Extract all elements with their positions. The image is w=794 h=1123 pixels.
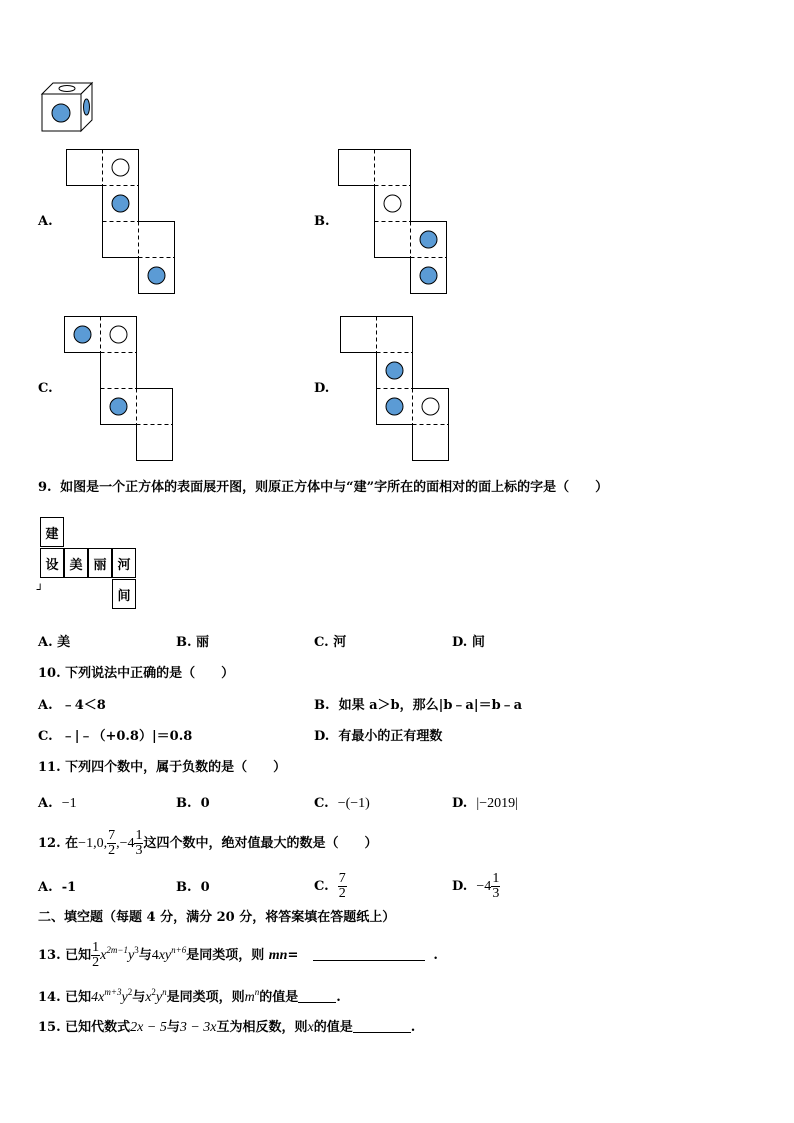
net-cell-he: 河	[112, 548, 136, 578]
q12-option-d[interactable]: D. −4 $\frac{1}{3}$	[452, 871, 500, 901]
q12-fraction-7-2: $\frac{7}{2}$	[108, 828, 116, 858]
q11-option-a[interactable]: A. −1	[38, 796, 77, 811]
q9-option-b[interactable]: B. 丽	[176, 635, 210, 650]
q9-number: 9.	[38, 480, 52, 495]
q11-question: 11. 下列四个数中，属于负数的是（ ）	[38, 760, 287, 775]
q12-option-c[interactable]: C. $\frac{7}{2}$	[314, 871, 346, 901]
section-title-fill-in: 二、填空题（每题 4 分，满分 20 分，将答案填在答题纸上）	[38, 910, 396, 925]
q8-option-a-net[interactable]	[60, 145, 180, 300]
q13-question: 13. 已知 $\frac{1}{2}$ $x^{2m-1}y^3$与$4xy^{n+6}$是同类项，则 mn= .	[38, 940, 438, 970]
q9-option-d[interactable]: D. 间	[452, 635, 485, 650]
q9-question	[38, 480, 608, 496]
q12-option-c-fraction: $\frac{7}{2}$	[338, 871, 346, 901]
q8-option-c-net[interactable]	[58, 312, 178, 467]
paragraph-mark: ᒧ	[36, 583, 42, 593]
q13-fraction-half: $\frac{1}{2}$	[92, 940, 100, 970]
q14-answer-blank[interactable]	[298, 990, 336, 1003]
q9-option-c[interactable]: C. 河	[314, 635, 347, 650]
q10-option-a[interactable]: A. ﹣4＜8	[38, 698, 106, 713]
net-cell-jian: 建	[40, 517, 64, 547]
q15-question: 15. 已知代数式2x − 5与3 − 3x互为相反数，则x的值是 .	[38, 1020, 416, 1035]
q8-option-a-label[interactable]: A.	[38, 214, 53, 229]
q8-option-b-label[interactable]: B.	[314, 214, 330, 229]
q11-option-b[interactable]: B. 0	[176, 796, 210, 811]
q12-option-a[interactable]: A. -1	[38, 880, 77, 895]
q10-question: 10. 下列说法中正确的是（ ）	[38, 666, 235, 681]
q8-option-b-net[interactable]	[332, 145, 452, 300]
q12-option-b[interactable]: B. 0	[176, 880, 210, 895]
net-cell-mei: 美	[64, 548, 88, 578]
q11-option-c[interactable]: C. −(−1)	[314, 796, 370, 811]
q9-net-figure	[40, 517, 140, 613]
net-cell-li: 丽	[88, 548, 112, 578]
q10-option-d[interactable]: D. 有最小的正有理数	[314, 729, 443, 744]
q11-option-d[interactable]: D. |−2019|	[452, 796, 518, 811]
q14-question: 14. 已知$4x^{m+3}y^2$与$x^2y^n$是同类项，则$m^n$的值是 .	[38, 987, 341, 1005]
q13-answer-blank[interactable]	[313, 948, 425, 961]
q8-option-d-net[interactable]	[334, 312, 454, 467]
q9-option-a[interactable]: A. 美	[38, 635, 71, 650]
q9-text: 如图是一个正方体的表面展开图，则原正方体中与“建”字所在的面相对的面上标的字是（ ）	[60, 480, 609, 495]
q12-question: 12. 在−1,0, $\frac{7}{2}$ ,−4 $\frac{1}{3}$ 这四个数中，绝对值最大的数是（ ）	[38, 828, 378, 858]
q12-list: −1,0,	[78, 836, 108, 851]
q10-option-b[interactable]: B. 如果 a＞b，那么|b﹣a|＝b﹣a	[314, 698, 523, 713]
q15-answer-blank[interactable]	[353, 1020, 411, 1033]
q12-option-d-fraction: $\frac{1}{3}$	[492, 871, 500, 901]
net-cell-she: 设	[40, 548, 64, 578]
reference-cube-figure	[38, 80, 98, 135]
net-cell-jian2: 间	[112, 579, 136, 609]
q12-fraction-1-3: $\frac{1}{3}$	[135, 828, 143, 858]
q8-option-d-label[interactable]: D.	[314, 381, 330, 396]
q8-option-c-label[interactable]: C.	[38, 381, 53, 396]
q10-option-c[interactable]: C. ﹣|﹣（+0.8）|＝0.8	[38, 729, 193, 744]
